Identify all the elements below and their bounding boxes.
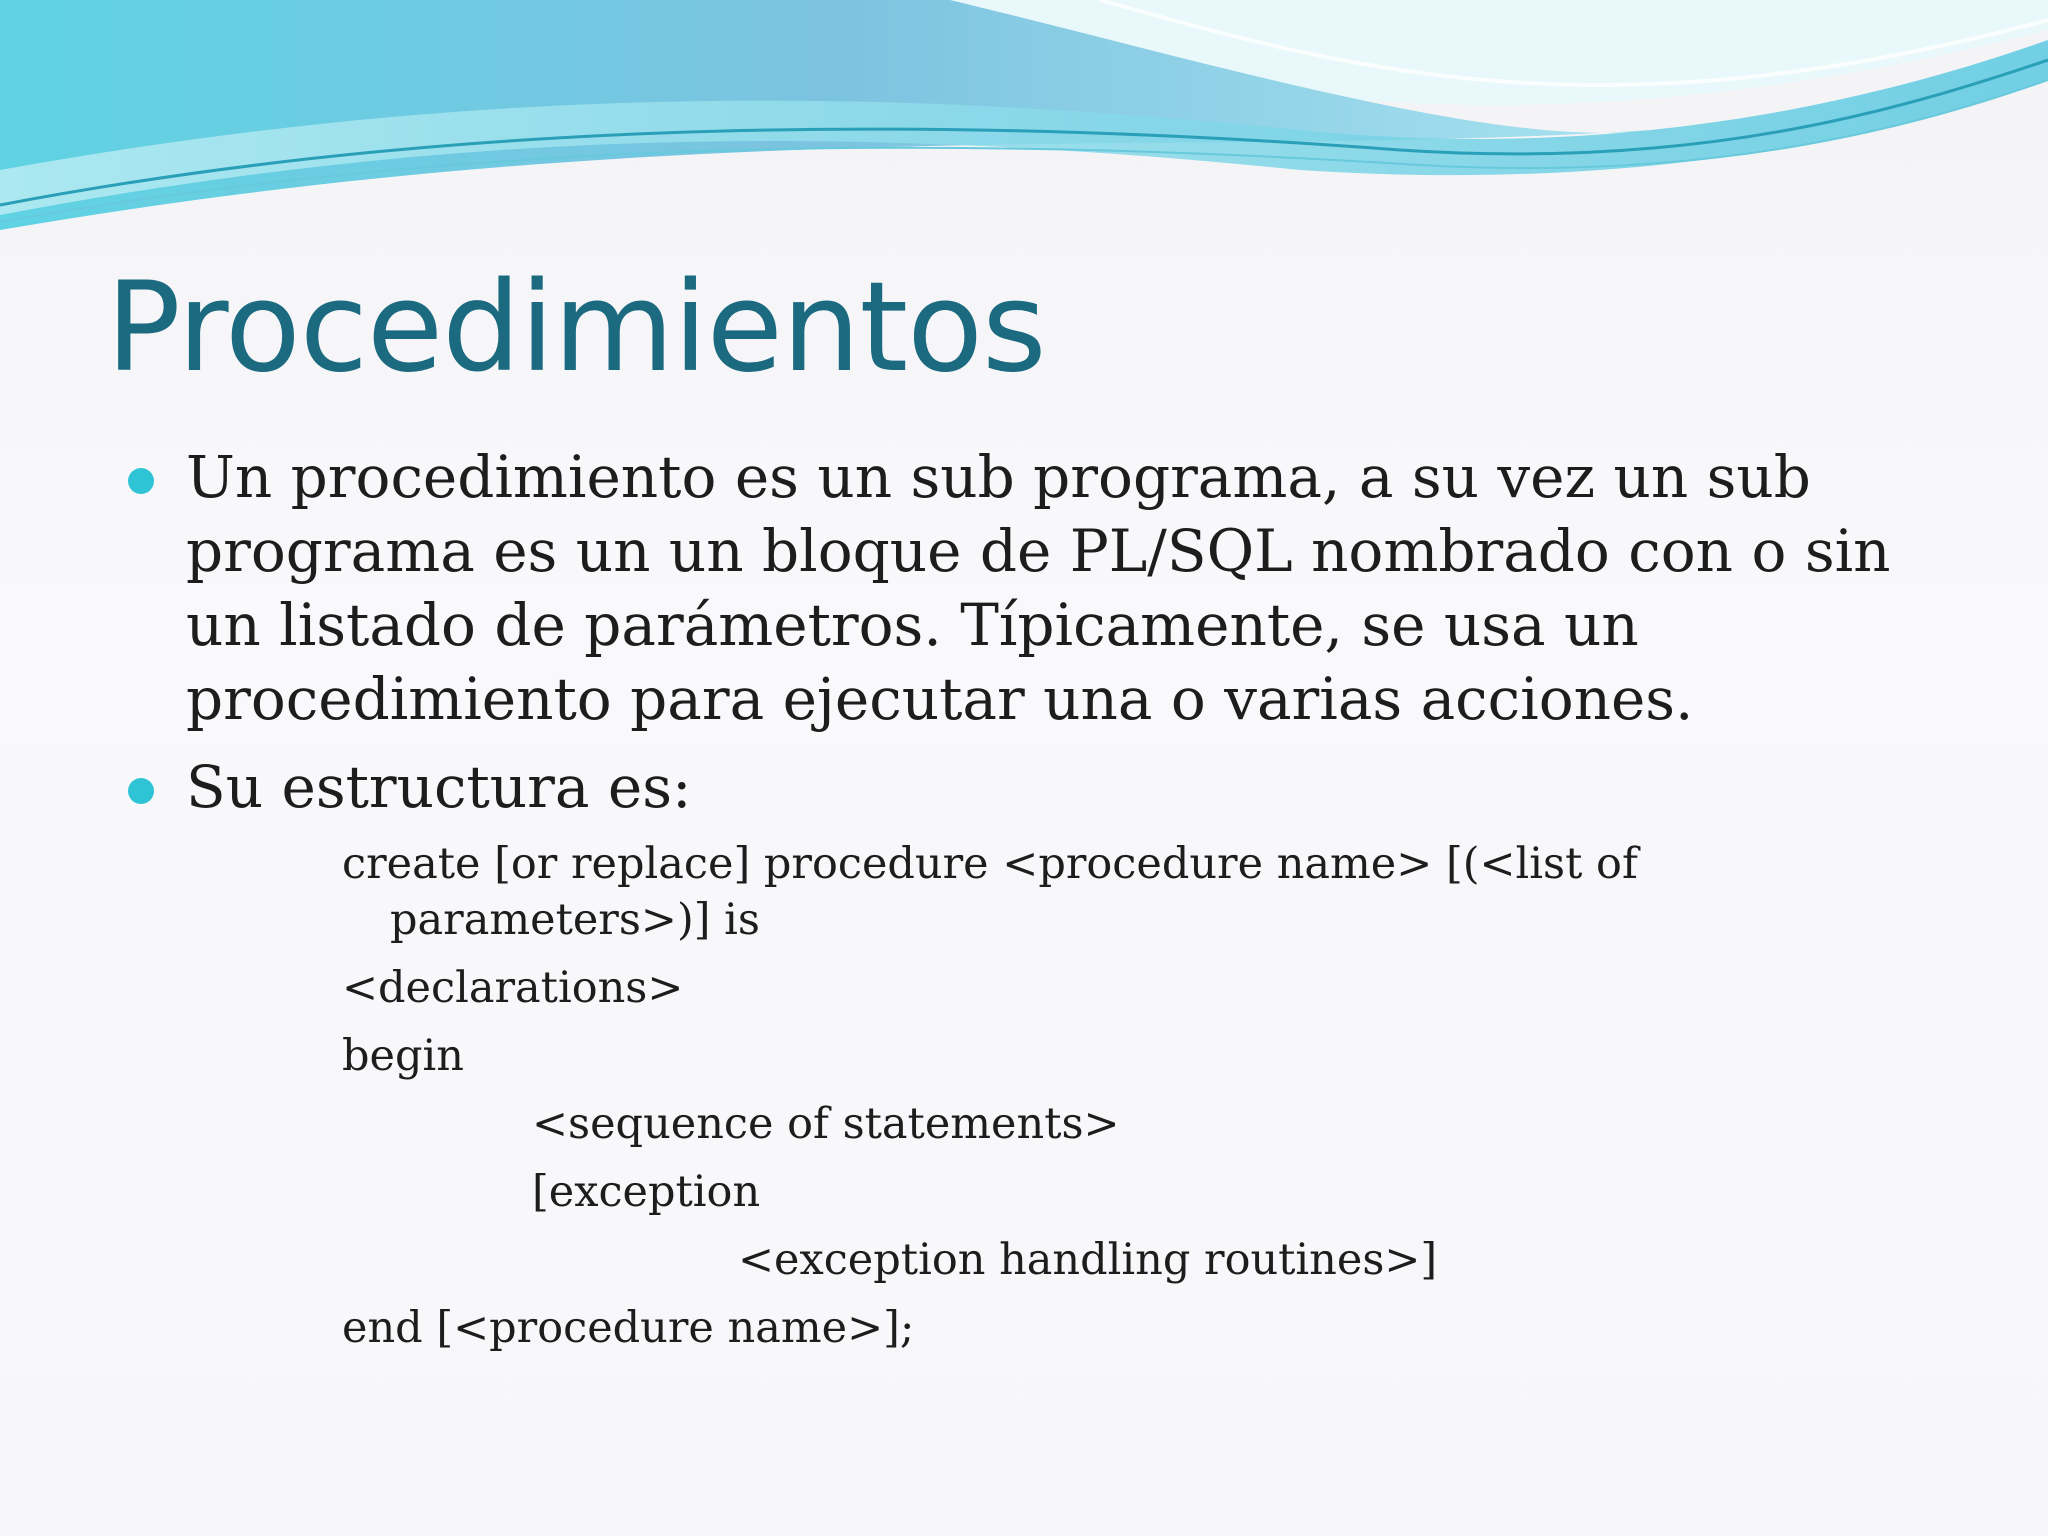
code-line-handling: <exception handling routines>] <box>738 1235 1438 1285</box>
bullet-dot-icon <box>128 468 154 494</box>
page-title: Procedimientos <box>106 256 1046 400</box>
bullet-item <box>126 440 1956 736</box>
procedure-syntax-block <box>342 836 1662 1368</box>
code-line-begin: begin <box>342 1031 464 1081</box>
code-line-end: end [<procedure name>]; <box>342 1303 915 1353</box>
bullet-text: Su estructura es: <box>186 753 692 821</box>
code-line-declarations: <declarations> <box>342 963 684 1013</box>
bullet-dot-icon <box>128 778 154 804</box>
bullet-list <box>126 440 1956 838</box>
header-wave-decoration <box>0 0 2048 240</box>
code-line-statements: <sequence of statements> <box>532 1099 1120 1149</box>
code-line-exception: [exception <box>532 1167 761 1217</box>
bullet-item <box>126 750 1956 824</box>
bullet-text: Un procedimiento es un sub programa, a su vez un sub programa es un un bloque de PL/SQL nombrado con o sin un listado de parámetros. Típicamente, se usa un procedimiento para ejecutar una o varias acciones. <box>186 443 1891 733</box>
code-line-create: create [or replace] procedure <procedure name> [(<list of parameters>)] is <box>342 839 1638 945</box>
